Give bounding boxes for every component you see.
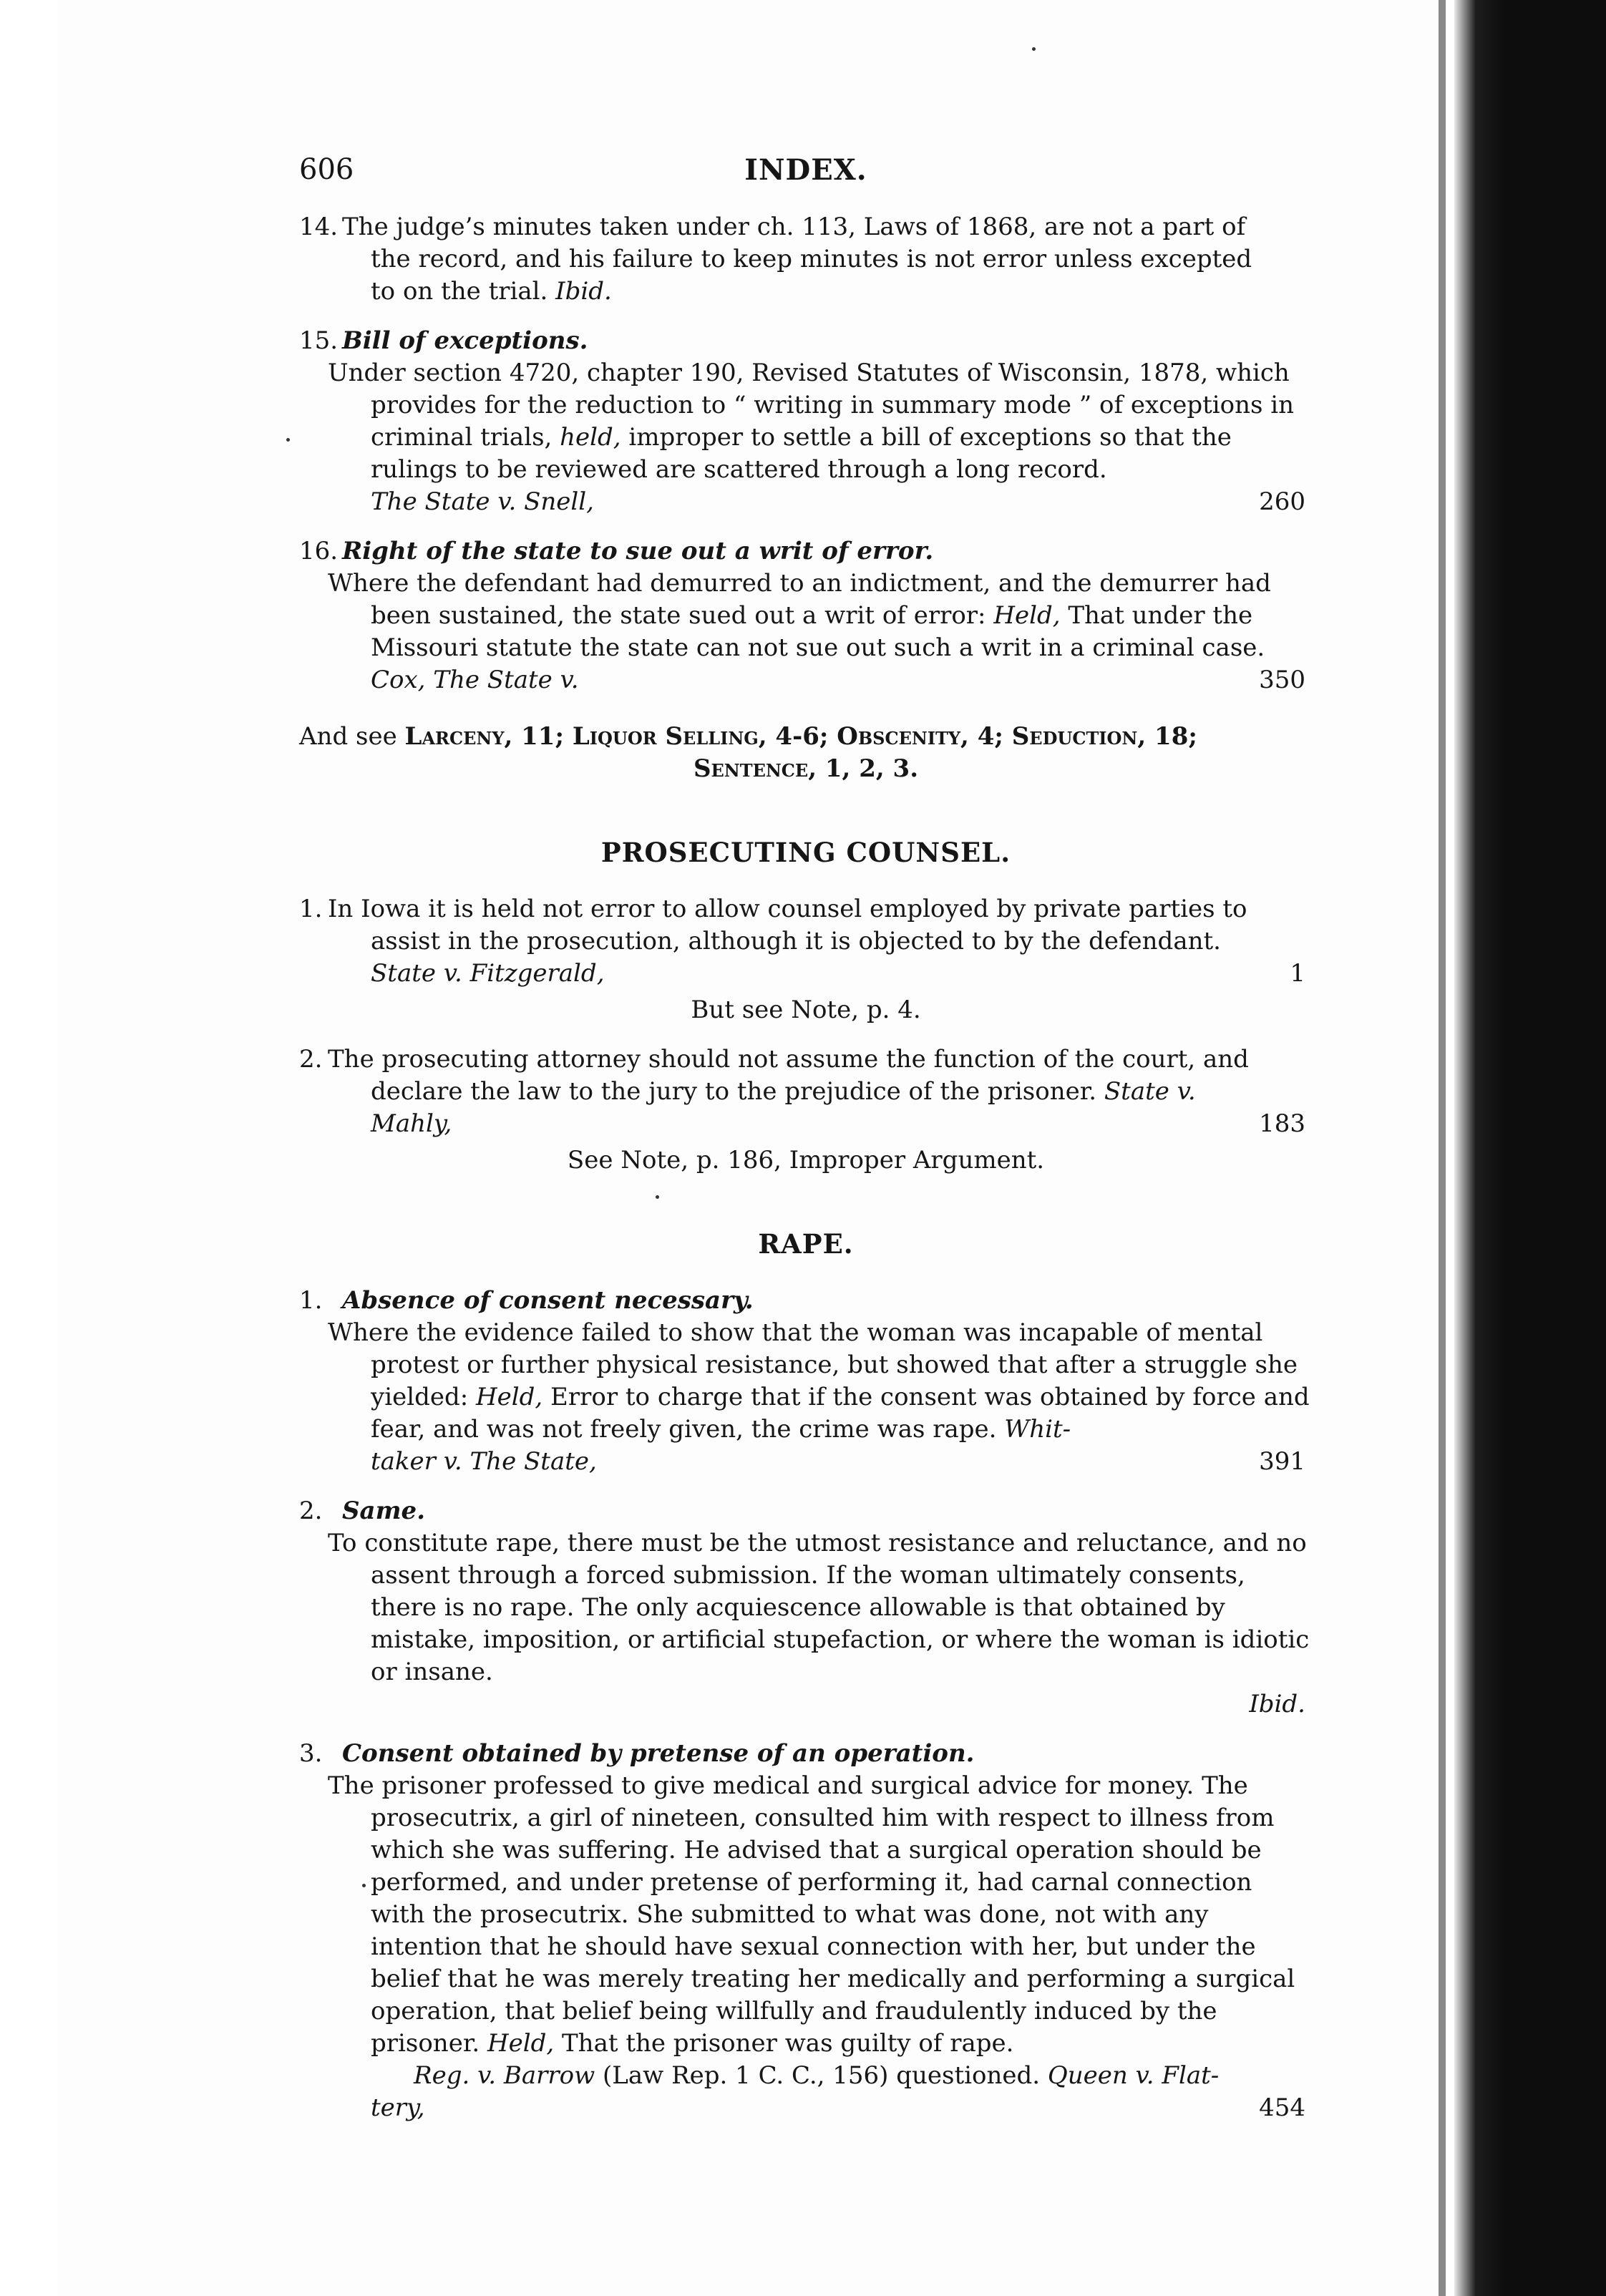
entry-paragraph xyxy=(299,1770,1313,2060)
citation-line xyxy=(299,486,1313,518)
scan-speck xyxy=(1032,47,1036,51)
see-also-topics-continued: Sentence, 1, 2, 3. xyxy=(693,754,919,783)
section-title-rape: RAPE. xyxy=(758,1228,854,1260)
entry-text: to on the trial. xyxy=(371,277,548,306)
see-note: But see Note, p. 4. xyxy=(691,996,921,1024)
entry-heading: Right of the state to sue out a writ of error. xyxy=(342,537,934,565)
citation-line xyxy=(299,664,1313,696)
entry-paragraph xyxy=(299,568,1313,664)
case-citation: taker v. The State, xyxy=(371,1447,597,1476)
section-title-prosecuting-counsel: PROSECUTING COUNSEL. xyxy=(600,837,1011,868)
citation-line xyxy=(299,958,1313,990)
entry-number: 2. xyxy=(299,1045,323,1074)
entry-citation: Ibid. xyxy=(555,277,612,306)
entry-number: 14. xyxy=(299,213,339,241)
page-reference: 391 xyxy=(1259,1447,1305,1476)
index-entry-3 xyxy=(299,1738,1313,2124)
entry-text-line xyxy=(299,276,1313,308)
page-edge-shadow xyxy=(1439,0,1446,2296)
entry-text: (Law Rep. 1 C. C., 156) questioned. xyxy=(603,2061,1041,2090)
entry-text: improper to settle a bill of exceptions so that the rulings to be reviewed are scattered through a long record. xyxy=(371,423,1232,484)
scan-speck xyxy=(286,438,290,442)
page-number: 606 xyxy=(299,153,354,186)
see-also-lead: And see xyxy=(299,722,397,751)
entry-text: The prosecuting attorney should not assume the function of the court, and declare the law to the jury to the prejudice of the prisoner. xyxy=(328,1045,1249,1106)
entry-paragraph xyxy=(299,1317,1313,1446)
entry-text: That the prisoner was guilty of rape. xyxy=(562,2029,1014,2058)
entry-heading: Consent obtained by pretense of an operation. xyxy=(342,1739,975,1768)
index-entry-1 xyxy=(299,1285,1313,1478)
citation-line xyxy=(299,1108,1313,1140)
entry-text: Where the evidence failed to show that the woman was incapable of mental protest or further physical resistance, but showed that after a struggle she yielded: xyxy=(328,1318,1298,1411)
index-entry-2 xyxy=(299,1495,1313,1721)
entry-text-line: the record, and his failure to keep minutes is not error unless excepted xyxy=(371,245,1252,273)
held-label: held, xyxy=(560,423,621,452)
running-head-title: INDEX. xyxy=(744,153,867,187)
citation-line xyxy=(299,1446,1313,1478)
case-citation: Mahly, xyxy=(371,1109,452,1138)
entry-number: 3. xyxy=(299,1739,323,1768)
entry-text: Error to charge that if the consent was obtained by force and fear, and was not freely given, the crime was rape. xyxy=(371,1383,1310,1444)
held-label: Held, xyxy=(476,1383,543,1411)
index-entry-14 xyxy=(299,211,1313,308)
entry-text-line: The judge’s minutes taken under ch. 113, Laws of 1868, are not a part of xyxy=(342,213,1246,241)
entry-text: Under section 4720, chapter 190, Revised Statutes of Wisconsin, 1878, which provides for the reduction to “ writing in summary mode ” of exceptions in criminal trials, xyxy=(328,359,1295,452)
entry-heading: Bill of exceptions. xyxy=(342,326,588,355)
questioned-citation-line xyxy=(299,2060,1313,2092)
page-reference: 454 xyxy=(1259,2093,1305,2122)
index-entry-1 xyxy=(299,893,1313,1026)
index-entry-15 xyxy=(299,325,1313,518)
citation-line xyxy=(299,2092,1313,2124)
entry-paragraph xyxy=(299,357,1313,486)
case-citation: Queen v. Flat- xyxy=(1047,2061,1220,2090)
see-also-line xyxy=(299,721,1313,753)
held-label: Held, xyxy=(487,2029,555,2058)
page-reference: 1 xyxy=(1290,959,1305,988)
entry-paragraph xyxy=(299,1044,1313,1108)
see-also-topics: Larceny, 11; Liquor Selling, 4-6; Obscenity, 4; Seduction, 18; xyxy=(404,722,1197,751)
entry-paragraph: To constitute rape, there must be the utmost resistance and reluctance, and no assent through a forced submission. If the woman ultimately consents, there is no rape. The only acquiescence allowable is that obtained by mistake, imposition, or artificial stupefaction, or where the woman is idiotic or insane. xyxy=(328,1529,1310,1686)
entry-heading: Same. xyxy=(342,1497,426,1525)
see-note: See Note, p. 186, Improper Argument. xyxy=(567,1146,1045,1174)
entry-heading: Absence of consent necessary. xyxy=(342,1286,754,1315)
scan-dark-margin xyxy=(1454,0,1606,2296)
held-label: Held, xyxy=(993,601,1061,630)
entry-text: Where the defendant had demurred to an indictment, and the demurrer had been sustained, the state sued out a writ of error: xyxy=(328,569,1271,630)
case-citation: Reg. v. Barrow xyxy=(414,2061,595,2090)
case-citation: State v. Fitzgerald, xyxy=(371,959,605,988)
case-citation: Whit- xyxy=(1004,1415,1071,1444)
entry-number: 1. xyxy=(299,1286,323,1315)
case-citation: The State v. Snell, xyxy=(371,487,594,516)
page-reference: 260 xyxy=(1259,487,1305,516)
citation-line xyxy=(299,1688,1313,1721)
index-entry-16 xyxy=(299,535,1313,696)
page-reference: 183 xyxy=(1259,1109,1305,1138)
index-entry-2 xyxy=(299,1044,1313,1177)
case-citation: State v. xyxy=(1104,1077,1196,1106)
page-reference: 350 xyxy=(1259,666,1305,694)
case-citation: Ibid. xyxy=(1249,1690,1305,1718)
entry-number: 15. xyxy=(299,326,339,355)
see-also-references xyxy=(299,721,1313,785)
entry-text: The prisoner professed to give medical and surgical advice for money. The prosecutrix, a girl of nineteen, consulted him with respect to illness from which she was suffering. He advised that a surgical operation should be performed, and under pretense of performing it, had carnal connection with the prosecutrix. She submitted to what was done, not with any intention that he should have sexual connection with her, but under the belief that he was merely treating her medically and performing a surgical operation, that belief being willfully and fraudulently induced by the prisoner. xyxy=(328,1771,1295,2058)
entry-paragraph: In Iowa it is held not error to allow counsel employed by private parties to assist in the prosecution, although it is objected to by the defendant. xyxy=(328,895,1247,955)
index-column xyxy=(299,154,1313,2141)
entry-number: 1. xyxy=(299,895,323,923)
entry-number: 2. xyxy=(299,1497,323,1525)
running-header xyxy=(299,154,1313,198)
case-citation: Cox, The State v. xyxy=(371,666,579,694)
entry-text: That under the Missouri statute the state can not sue out such a writ in a criminal case. xyxy=(371,601,1265,662)
case-citation: tery, xyxy=(371,2093,425,2122)
entry-number: 16. xyxy=(299,537,339,565)
